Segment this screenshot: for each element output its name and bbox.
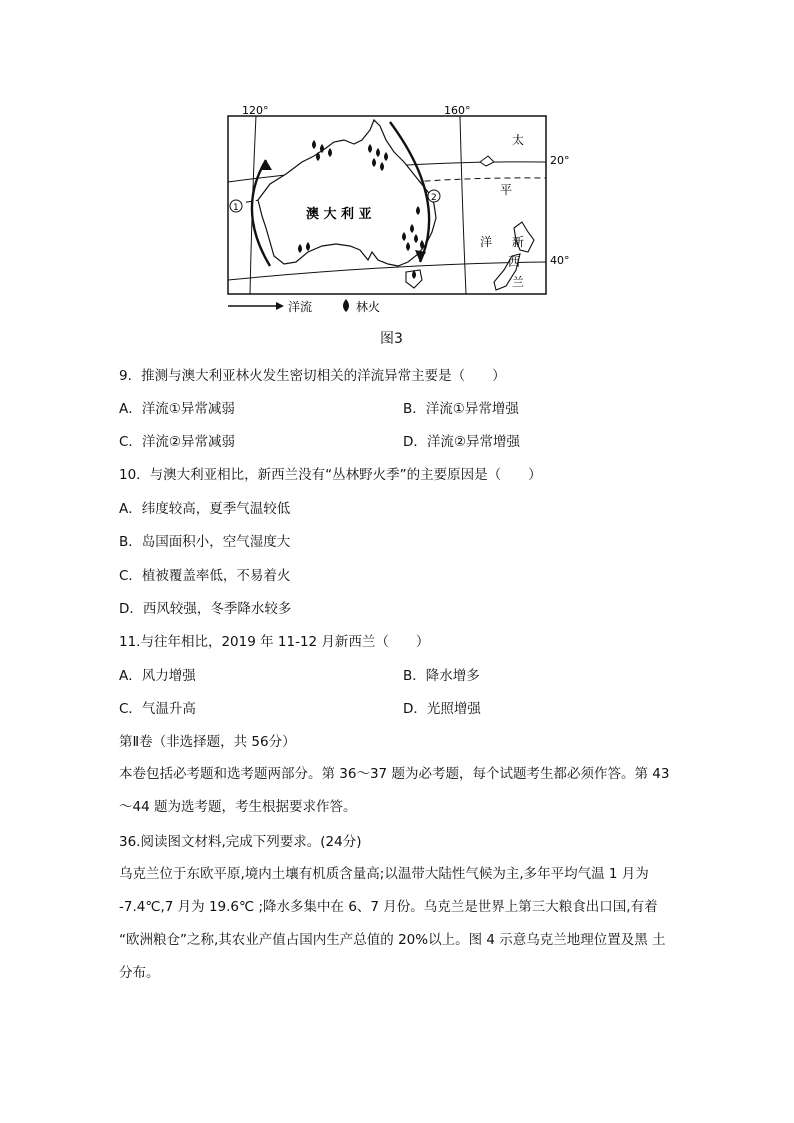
question-9-option-a: A．洋流①异常减弱 (119, 401, 235, 417)
fire-icon (312, 140, 316, 149)
ocean-char-ping: 平 (500, 183, 513, 197)
ocean-char-yang: 洋 (480, 235, 493, 249)
nz-char-xin: 新 (512, 235, 525, 249)
question-10-option-a: A．纬度较高，夏季气温较低 (119, 501, 291, 517)
question-9-option-b: B．洋流①异常增强 (403, 401, 519, 417)
question-36-stem: 36.阅读图文材料,完成下列要求。(24分) (119, 834, 362, 850)
lat-label-20: 20° (550, 154, 570, 167)
meridian-160 (460, 116, 466, 294)
australia-label: 澳 大 利 亚 (306, 207, 372, 222)
question-11-stem: 11.与往年相比，2019 年 11-12 月新西兰（ ） (119, 634, 430, 650)
nz-char-xi: 西 (508, 255, 521, 269)
lon-label-120: 120° (242, 104, 269, 117)
question-9-option-c: C．洋流②异常减弱 (119, 434, 236, 450)
section-2-intro: 本卷包括必考题和选考题两部分。第 36～37 题为必考题，每个试题考生都必须作答。第 43～44 题为选考题，考生根据要求作答。 (119, 766, 670, 815)
question-11-option-d: D．光照增强 (403, 701, 481, 717)
question-11-option-a: A．风力增强 (119, 668, 196, 684)
legend-current-arrowhead (276, 302, 284, 310)
section-2-title: 第Ⅱ卷（非选择题，共 56分） (119, 734, 296, 750)
question-10-option-b: B．岛国面积小，空气湿度大 (119, 534, 291, 550)
legend-fire-icon (343, 299, 349, 312)
legend-current-label: 洋流 (288, 300, 313, 314)
current-2-arrowhead (415, 250, 426, 262)
nz-char-lan: 兰 (512, 275, 525, 289)
question-10-option-d: D．西风较强，冬季降水较多 (119, 601, 292, 617)
lon-label-160: 160° (444, 104, 471, 117)
question-11-option-b: B．降水增多 (403, 668, 480, 684)
legend-fire-label: 林火 (356, 300, 381, 314)
question-9-stem: 9．推测与澳大利亚林火发生密切相关的洋流异常主要是（ ） (119, 368, 506, 384)
question-10-option-c: C．植被覆盖率低，不易着火 (119, 568, 291, 584)
question-9-option-d: D．洋流②异常增强 (403, 434, 520, 450)
lat-label-40: 40° (550, 254, 570, 267)
question-10-stem: 10．与澳大利亚相比，新西兰没有“丛林野火季”的主要原因是（ ） (119, 467, 542, 483)
ocean-char-tai: 太 (512, 133, 525, 147)
australia-map-figure (222, 100, 570, 320)
question-11-option-c: C．气温升高 (119, 701, 196, 717)
figure-caption: 图3 (380, 331, 403, 347)
pacific-island (480, 156, 494, 166)
question-36-material: 乌克兰位于东欧平原,境内土壤有机质含量高;以温带大陆性气候为主,多年平均气温 1 月为 -7.4℃,7 月为 19.6℃ ;降水多集中在 6、7 月份。乌克兰是世界上第三大粮食出口国,有着 “欧洲粮仓”之称,其农业产值占国内生产总值的 20%以上。图 4 示意乌克兰地理位置及黑 土分布。 (119, 866, 666, 981)
current-2-label: 2 (431, 193, 437, 203)
current-1-label: 1 (233, 203, 239, 213)
australia-map (222, 100, 570, 320)
